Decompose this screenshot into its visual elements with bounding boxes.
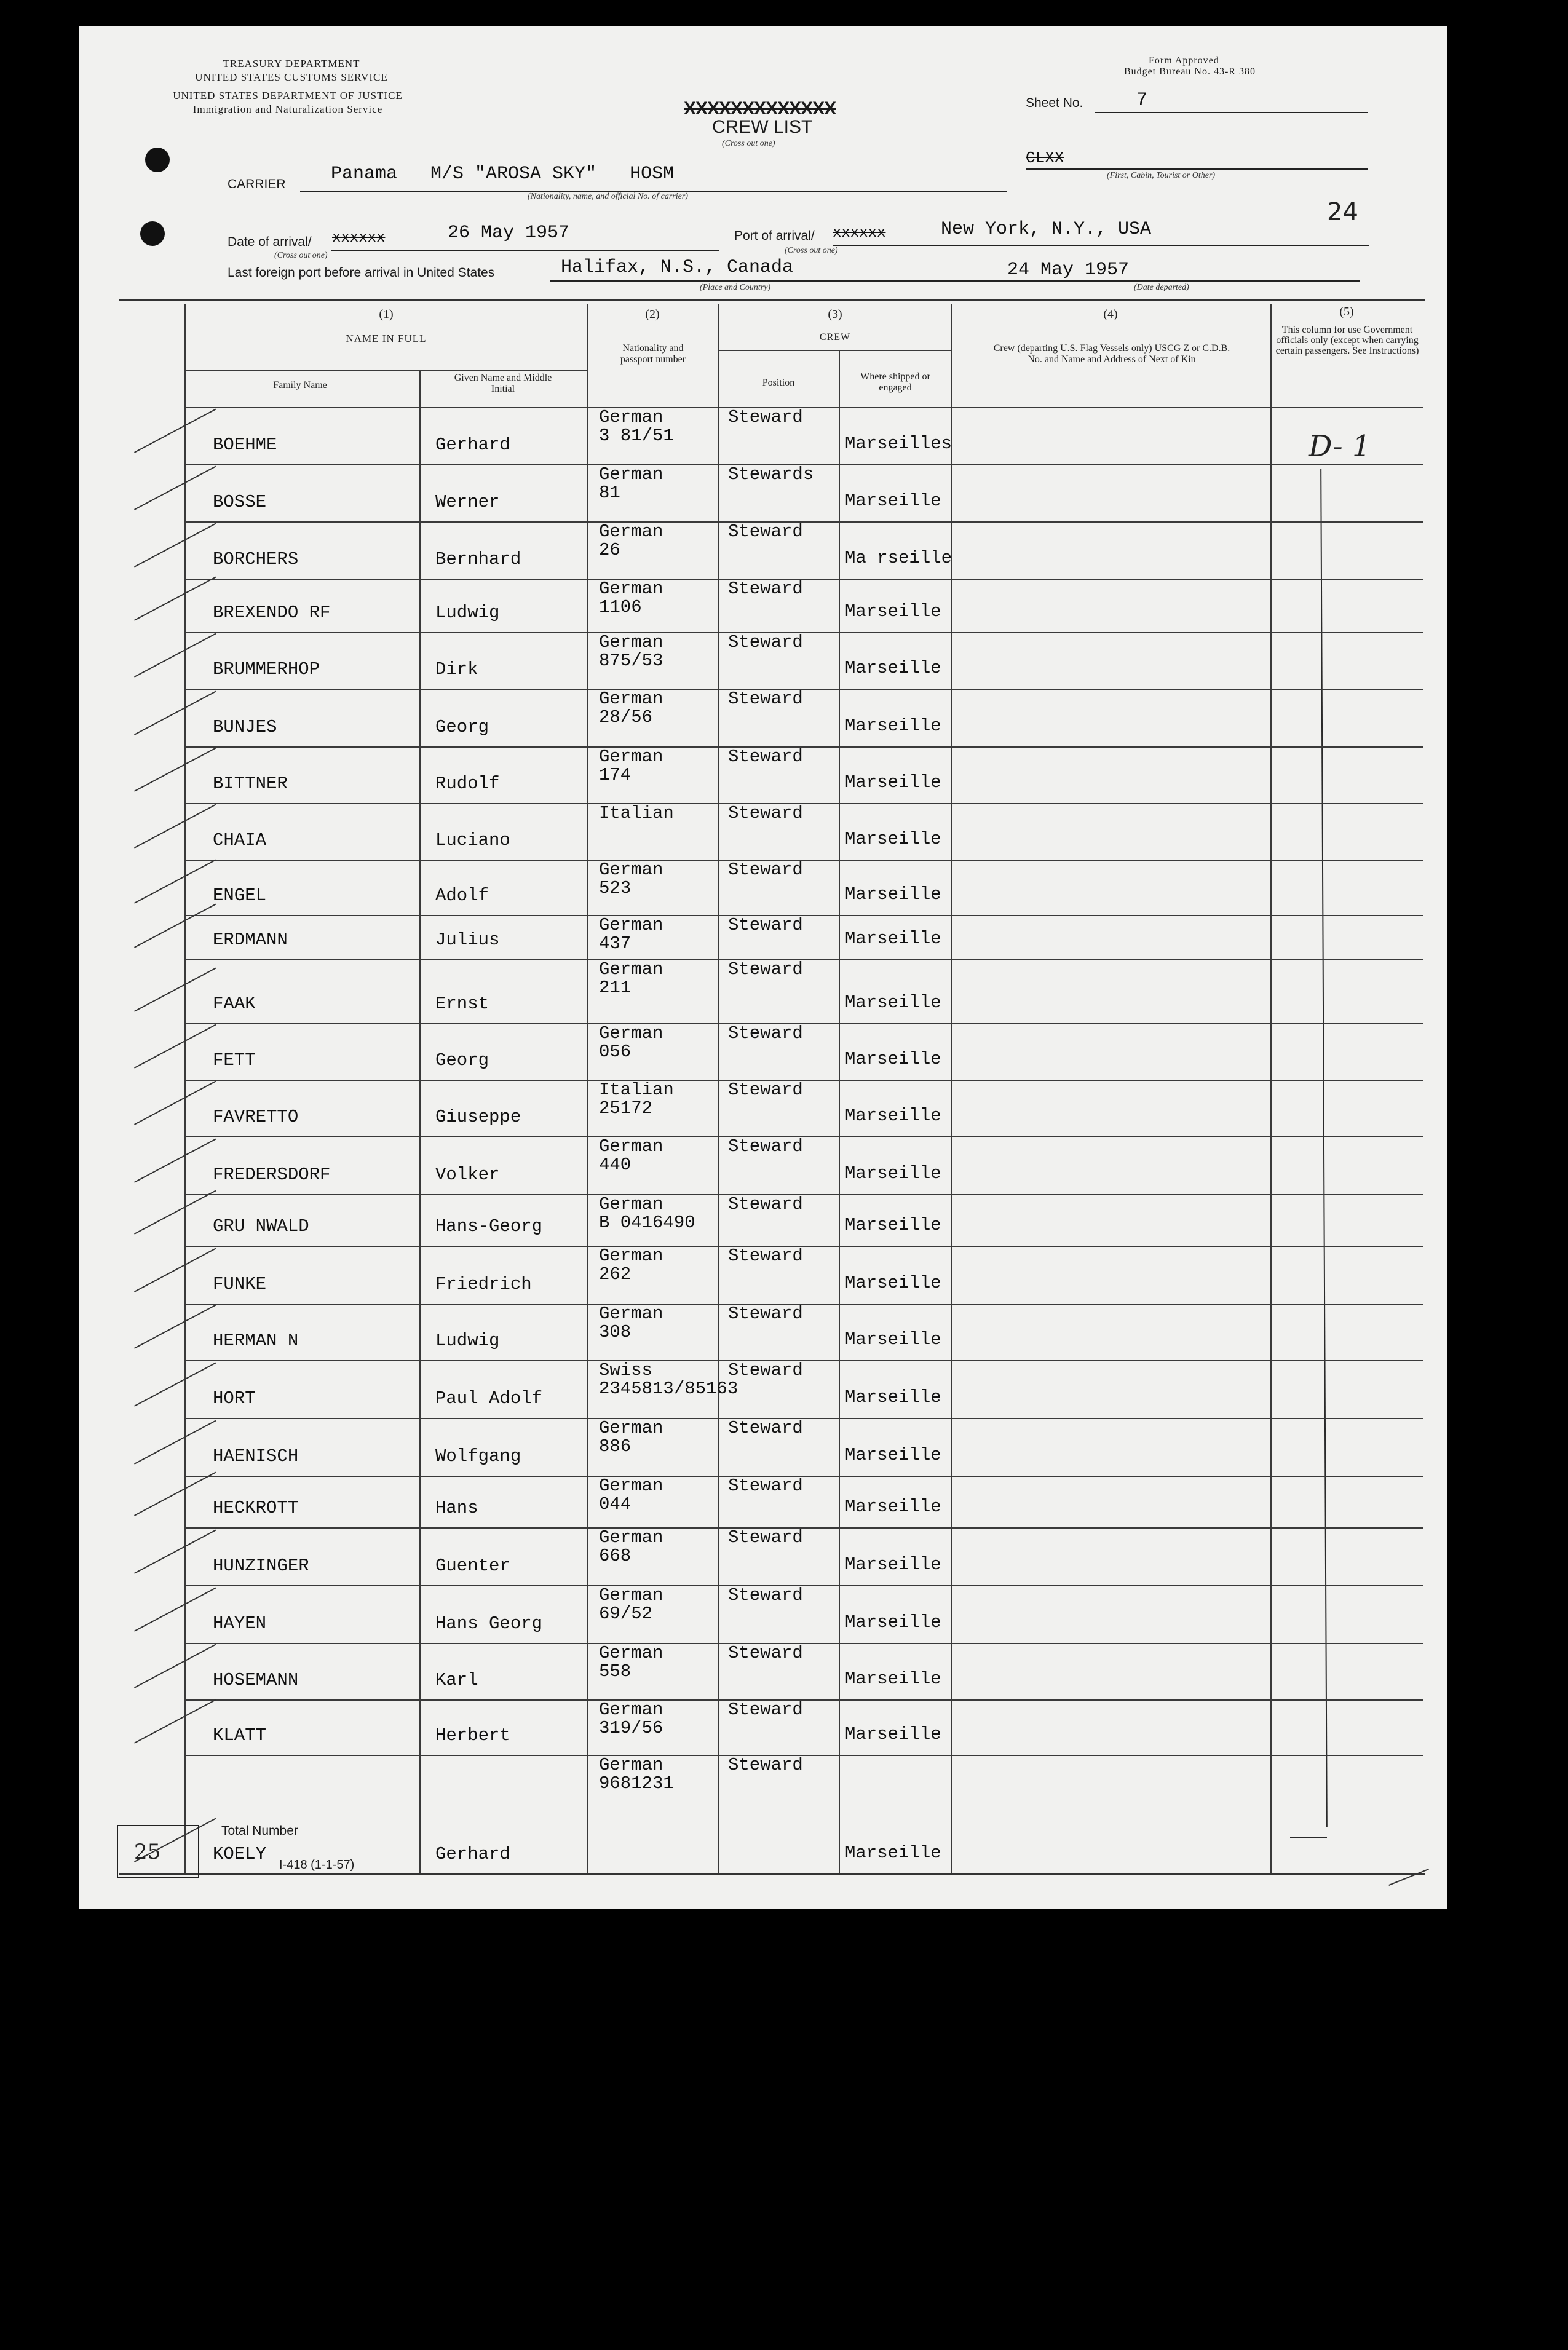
class-struck: CLXX: [1026, 149, 1064, 167]
family-name: HERMAN N: [213, 1331, 299, 1351]
carrier-label: CARRIER: [228, 177, 286, 191]
given-name: Gerhard: [435, 435, 510, 455]
where-shipped: Marseille: [845, 1273, 941, 1293]
port-struck: xxxxxx: [833, 225, 886, 242]
agency-line-2: UNITED STATES CUSTOMS SERVICE: [195, 71, 388, 83]
check-tick: [134, 577, 216, 621]
given-name: Adolf: [435, 885, 489, 906]
given-name: Hans: [435, 1498, 478, 1518]
nationality: German: [599, 1194, 663, 1214]
where-shipped: Marseille: [845, 1387, 941, 1407]
check-tick: [134, 523, 216, 568]
check-tick: [134, 1588, 216, 1632]
annotation-d1: D- 1: [1309, 429, 1371, 464]
position: Steward: [728, 1585, 803, 1605]
agency-line-3: UNITED STATES DEPARTMENT OF JUSTICE: [173, 90, 403, 101]
given-name-header: Given Name and Middle Initial: [454, 373, 552, 394]
nationality: German: [599, 579, 663, 599]
passport-number: 3 81/51: [599, 425, 674, 446]
table-row: [79, 1304, 1447, 1360]
family-name: BUNJES: [213, 717, 277, 737]
check-tick: [134, 860, 216, 904]
position: Steward: [728, 1360, 803, 1380]
where-shipped: Ma rseille: [845, 548, 952, 568]
table-row: [79, 1360, 1447, 1418]
given-name: Guenter: [435, 1556, 510, 1576]
position: Stewards: [728, 464, 814, 485]
family-name: BOSSE: [213, 492, 267, 512]
given-name: Julius: [435, 930, 500, 950]
crew-list-document: [79, 26, 1447, 1909]
given-name: Karl: [435, 1670, 478, 1690]
date-label: Date of arrival/: [228, 235, 312, 249]
where-shipped: Marseille: [845, 1497, 941, 1517]
given-name: Paul Adolf: [435, 1388, 543, 1409]
position: Steward: [728, 521, 803, 542]
departed-date: 24 May 1957: [1007, 259, 1130, 280]
form-title: CREW LIST: [712, 117, 813, 137]
nationality: German: [599, 1643, 663, 1663]
where-shipped: Marseille: [845, 884, 941, 904]
sheet-label: Sheet No.: [1026, 96, 1083, 110]
table-row: [79, 1023, 1447, 1080]
family-name: BORCHERS: [213, 549, 299, 569]
col5-title: This column for use Government officials only (except when carrying certain passengers. See Instructions): [1275, 325, 1419, 356]
nationality: German: [599, 1246, 663, 1266]
where-shipped: Marseille: [845, 1106, 941, 1126]
family-name: ERDMANN: [213, 930, 288, 950]
family-name: FAVRETTO: [213, 1107, 299, 1127]
nationality: German: [599, 959, 663, 979]
family-name: HORT: [213, 1388, 256, 1409]
where-shipped: Marseille: [845, 1163, 941, 1184]
shipped-header: Where shipped or engaged: [860, 371, 930, 393]
title-note: (Cross out one): [722, 139, 775, 148]
passport-number: B 0416490: [599, 1213, 695, 1233]
position: Steward: [728, 1246, 803, 1266]
passport-number: 440: [599, 1155, 632, 1175]
given-name: Georg: [435, 717, 489, 737]
given-name: Volker: [435, 1165, 500, 1185]
given-name: Hans Georg: [435, 1613, 543, 1634]
table-row: [79, 579, 1447, 632]
punch-hole-2: [140, 221, 165, 246]
table-bottom-rule: [119, 1873, 1425, 1875]
passport-number: 308: [599, 1322, 632, 1342]
family-name: HOSEMANN: [213, 1670, 299, 1690]
check-tick: [134, 633, 216, 678]
where-shipped: Marseille: [845, 1329, 941, 1350]
check-tick: [134, 1248, 216, 1292]
last-port-label: Last foreign port before arrival in United States: [228, 266, 495, 280]
form-number: I-418 (1-1-57): [279, 1858, 355, 1872]
passport-number: 81: [599, 483, 620, 503]
page-mark: 24: [1327, 198, 1358, 226]
check-tick: [134, 1305, 216, 1349]
given-name: Herbert: [435, 1725, 510, 1746]
passport-number: 2345813/85163: [599, 1379, 738, 1399]
place-note: (Place and Country): [700, 283, 771, 292]
table-row: [79, 1527, 1447, 1585]
where-shipped: Marseille: [845, 992, 941, 1013]
total-value: 25: [134, 1840, 161, 1864]
family-name: HUNZINGER: [213, 1556, 309, 1576]
carrier-note: (Nationality, name, and official No. of carrier): [528, 192, 688, 201]
check-tick: [134, 804, 216, 849]
table-row: [79, 1755, 1447, 1873]
date-cross-note: (Cross out one): [274, 251, 328, 260]
where-shipped: Marseille: [845, 1445, 941, 1465]
passport-number: 886: [599, 1436, 632, 1457]
where-shipped: Marseille: [845, 1554, 941, 1575]
family-name: HAENISCH: [213, 1446, 299, 1466]
form-approved: Form Approved: [1149, 55, 1219, 66]
given-name: Ernst: [435, 994, 489, 1014]
position: Steward: [728, 803, 803, 823]
table-row: [79, 632, 1447, 689]
table-row: [79, 1194, 1447, 1246]
table-row: [79, 959, 1447, 1023]
table-row: [79, 1080, 1447, 1136]
table-row: [79, 689, 1447, 746]
passport-number: 25172: [599, 1098, 653, 1118]
col3-title: CREW: [819, 332, 851, 342]
family-name: FAAK: [213, 994, 256, 1014]
position: Steward: [728, 1080, 803, 1100]
position: Steward: [728, 407, 803, 427]
given-name: Friedrich: [435, 1274, 532, 1294]
date-departed-note: (Date departed): [1134, 283, 1189, 292]
check-tick: [134, 968, 216, 1012]
where-shipped: Marseille: [845, 1612, 941, 1632]
where-shipped: Marseille: [845, 491, 941, 511]
sublines-crew: [718, 350, 951, 351]
table-row: [79, 1643, 1447, 1699]
family-name: ENGEL: [213, 885, 267, 906]
table-row: [79, 1699, 1447, 1755]
nationality: German: [599, 1755, 663, 1775]
given-name: Ludwig: [435, 1331, 500, 1351]
position: Steward: [728, 1643, 803, 1663]
check-tick: [134, 1024, 216, 1069]
table-row: [79, 1136, 1447, 1194]
port-cross-note: (Cross out one): [785, 246, 838, 255]
given-name: Luciano: [435, 830, 510, 850]
passport-number: 523: [599, 878, 632, 898]
col2-number: (2): [645, 307, 660, 321]
given-name: Ludwig: [435, 603, 500, 623]
passport-number: 262: [599, 1264, 632, 1284]
nationality: Italian: [599, 1080, 674, 1100]
check-tick: [134, 466, 216, 510]
table-row: [79, 860, 1447, 915]
class-note: (First, Cabin, Tourist or Other): [1107, 171, 1216, 180]
col1-title: NAME IN FULL: [346, 333, 427, 344]
check-tick: [134, 1420, 216, 1465]
given-name: Hans-Georg: [435, 1216, 543, 1236]
nationality: German: [599, 1527, 663, 1548]
where-shipped: Marseille: [845, 829, 941, 849]
passport-number: 28/56: [599, 707, 653, 727]
position: Steward: [728, 689, 803, 709]
nationality: German: [599, 407, 663, 427]
table-row: [79, 746, 1447, 803]
position: Steward: [728, 1699, 803, 1720]
passport-number: 437: [599, 933, 632, 954]
given-name: Rudolf: [435, 773, 500, 794]
nationality: Italian: [599, 803, 674, 823]
passport-number: 211: [599, 978, 632, 998]
position: Steward: [728, 1194, 803, 1214]
punch-hole-1: [145, 148, 170, 172]
where-shipped: Marseille: [845, 1669, 941, 1689]
table-row: [79, 1476, 1447, 1527]
position: Steward: [728, 915, 803, 935]
nationality: German: [599, 1136, 663, 1157]
passport-number: 174: [599, 765, 632, 785]
given-name: Georg: [435, 1050, 489, 1070]
position: Steward: [728, 860, 803, 880]
last-port-value: Halifax, N.S., Canada: [561, 257, 794, 278]
given-name: Giuseppe: [435, 1107, 521, 1127]
passport-number: 1106: [599, 597, 642, 617]
position-header: Position: [762, 378, 795, 388]
family-name: HAYEN: [213, 1613, 267, 1634]
family-name: BOEHME: [213, 435, 277, 455]
family-name: CHAIA: [213, 830, 267, 850]
agency-line-1: TREASURY DEPARTMENT: [223, 58, 360, 69]
where-shipped: Marseille: [845, 1049, 941, 1069]
where-shipped: Marseille: [845, 1724, 941, 1744]
check-tick: [134, 1530, 216, 1574]
check-tick: [134, 1081, 216, 1125]
nationality: German: [599, 632, 663, 652]
arrival-port: New York, N.Y., USA: [941, 219, 1152, 240]
check-tick: [134, 1472, 216, 1516]
nationality: German: [599, 521, 663, 542]
passport-number: 319/56: [599, 1718, 663, 1738]
given-name: Bernhard: [435, 549, 521, 569]
table-row: [79, 1418, 1447, 1476]
where-shipped: Marseille: [845, 716, 941, 736]
passport-number: 69/52: [599, 1604, 653, 1624]
sheet-number: 7: [1136, 90, 1148, 111]
table-row: [79, 521, 1447, 579]
nationality: German: [599, 915, 663, 935]
where-shipped: Marseilles: [845, 433, 952, 454]
passport-number: 9681231: [599, 1773, 674, 1794]
family-name: FREDERSDORF: [213, 1165, 331, 1185]
check-tick: [134, 691, 216, 735]
given-name: Werner: [435, 492, 500, 512]
passport-number: 668: [599, 1546, 632, 1566]
family-name: BREXENDO RF: [213, 603, 331, 623]
family-name: BITTNER: [213, 773, 288, 794]
table-row: [79, 1246, 1447, 1304]
passport-number: 875/53: [599, 651, 663, 671]
nationality: German: [599, 1585, 663, 1605]
passport-number: 044: [599, 1494, 632, 1514]
where-shipped: Marseille: [845, 601, 941, 622]
nationality: German: [599, 1418, 663, 1438]
table-row: [79, 915, 1447, 959]
nationality: German: [599, 746, 663, 767]
struck-title: XXXXXXXXXXXXX: [684, 98, 836, 119]
position: Steward: [728, 959, 803, 979]
col3-number: (3): [828, 307, 842, 321]
check-tick: [134, 1139, 216, 1183]
nationality: German: [599, 689, 663, 709]
check-tick: [134, 1363, 216, 1407]
family-name: GRU NWALD: [213, 1216, 309, 1236]
agency-line-4: Immigration and Naturalization Service: [192, 103, 383, 115]
passport-number: 558: [599, 1661, 632, 1682]
table-row: [79, 1585, 1447, 1643]
col4-title: Crew (departing U.S. Flag Vessels only) USCG Z or C.D.B. No. and Name and Address of Next of Kin: [993, 343, 1230, 365]
arrival-date: 26 May 1957: [448, 223, 570, 243]
table-row: [79, 407, 1447, 464]
nationality: German: [599, 860, 663, 880]
position: Steward: [728, 746, 803, 767]
given-name: Gerhard: [435, 1844, 510, 1864]
given-name: Dirk: [435, 659, 478, 679]
position: Steward: [728, 632, 803, 652]
given-name: Wolfgang: [435, 1446, 521, 1466]
col2-title: Nationality and passport number: [620, 343, 686, 365]
check-tick: [134, 748, 216, 792]
date-struck: xxxxxx: [332, 230, 386, 247]
passport-number: 056: [599, 1042, 632, 1062]
family-name: BRUMMERHOP: [213, 659, 320, 679]
check-tick: [134, 1699, 216, 1744]
col4-number: (4): [1103, 307, 1118, 321]
check-tick: [134, 1644, 216, 1688]
port-label: Port of arrival/: [734, 229, 815, 243]
sublines: [184, 370, 587, 371]
position: Steward: [728, 1023, 803, 1043]
nationality: German: [599, 1699, 663, 1720]
position: Steward: [728, 1755, 803, 1775]
table-row: [79, 803, 1447, 860]
nationality: German: [599, 1304, 663, 1324]
check-tick: [134, 409, 216, 453]
nationality: German: [599, 1023, 663, 1043]
where-shipped: Marseille: [845, 928, 941, 949]
carrier-value: Panama M/S "AROSA SKY" HOSM: [331, 164, 675, 184]
family-name: FUNKE: [213, 1274, 267, 1294]
col1-number: (1): [379, 307, 394, 321]
check-tick: [134, 1190, 216, 1235]
position: Steward: [728, 1527, 803, 1548]
where-shipped: Marseille: [845, 772, 941, 793]
where-shipped: Marseille: [845, 1843, 941, 1863]
position: Steward: [728, 579, 803, 599]
table-top-rule: [119, 299, 1425, 301]
nationality: Swiss: [599, 1360, 653, 1380]
col5-number: (5): [1339, 305, 1354, 318]
family-name: KOELY: [213, 1844, 267, 1864]
nationality: German: [599, 1476, 663, 1496]
total-label: Total Number: [221, 1824, 298, 1838]
where-shipped: Marseille: [845, 1215, 941, 1235]
family-name: KLATT: [213, 1725, 267, 1746]
position: Steward: [728, 1476, 803, 1496]
passport-number: 26: [599, 540, 620, 560]
family-name: FETT: [213, 1050, 256, 1070]
position: Steward: [728, 1136, 803, 1157]
where-shipped: Marseille: [845, 658, 941, 678]
position: Steward: [728, 1304, 803, 1324]
budget-bureau: Budget Bureau No. 43-R 380: [1124, 66, 1256, 77]
position: Steward: [728, 1418, 803, 1438]
table-row: [79, 464, 1447, 521]
family-name: HECKROTT: [213, 1498, 299, 1518]
family-name-header: Family Name: [273, 380, 327, 390]
nationality: German: [599, 464, 663, 485]
